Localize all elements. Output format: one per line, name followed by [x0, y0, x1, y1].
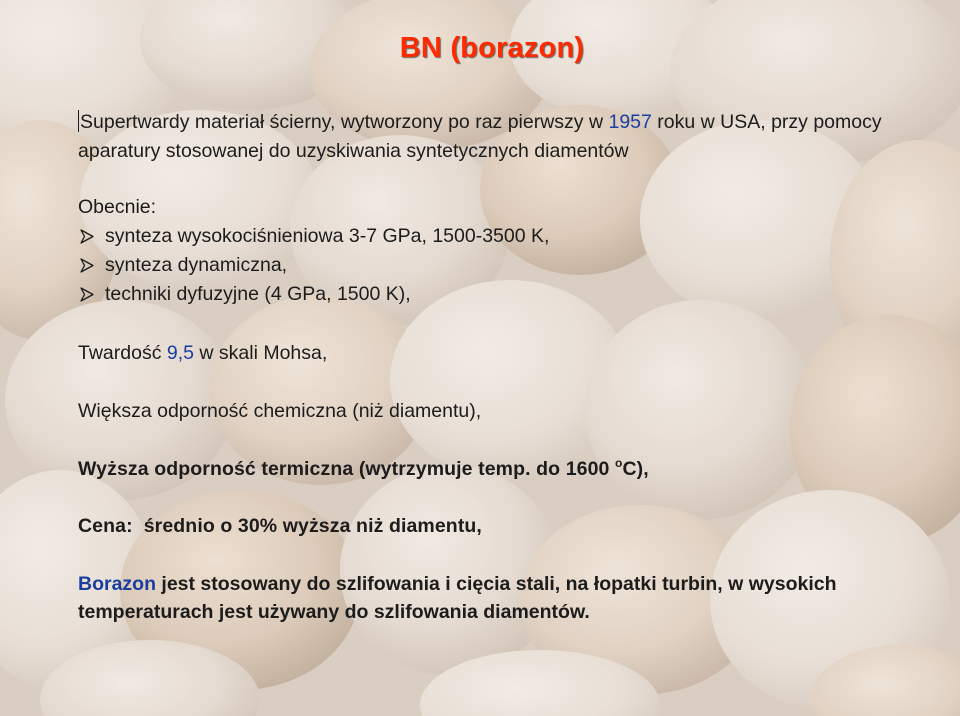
list-item	[78, 222, 938, 251]
thermal-suffix: C),	[622, 458, 649, 480]
intro-text-end: roku w USA, przy pomocy aparatury stosowanej do uzyskiwania syntetycznych diamentów	[78, 111, 882, 162]
thermal-resistance-line	[78, 455, 938, 484]
list-item-text: techniki dyfuzyjne (4 GPa, 1500 K),	[105, 283, 411, 305]
hardness-line	[78, 339, 938, 368]
degree-symbol: o	[615, 456, 623, 470]
chemical-resistance-line: Większa odporność chemiczna (niż diamentu),	[78, 400, 482, 422]
list-item	[78, 251, 938, 280]
obecnie-label: Obecnie:	[78, 196, 157, 218]
usage-text: jest stosowany do szlifowania i cięcia stali, na łopatki turbin, w wysokich temperaturach jest używany do szlifowania diamentów.	[78, 573, 837, 623]
intro-year: 1957	[608, 111, 652, 133]
intro-paragraph	[78, 108, 938, 166]
slide-content	[78, 108, 938, 626]
hardness-value: 9,5	[166, 342, 194, 364]
usage-paragraph	[78, 570, 938, 626]
intro-text-start: Supertwardy materiał ścierny, wytworzony po raz pierwszy w	[80, 111, 609, 133]
price-line: Cena: średnio o 30% wyższa niż diamentu,	[78, 515, 482, 537]
arrow-bullet-icon	[80, 229, 94, 244]
hardness-suffix: w skali Mohsa,	[193, 342, 328, 364]
list-item-text: synteza wysokociśnieniowa 3-7 GPa, 1500-3500 K,	[105, 225, 550, 247]
usage-keyword: Borazon	[78, 573, 156, 595]
thermal-prefix: Wyższa odporność termiczna (wytrzymuje temp. do 1600	[78, 458, 615, 480]
slide-title: BN (borazon)	[399, 32, 585, 64]
method-list	[78, 222, 938, 309]
list-item	[78, 280, 938, 309]
arrow-bullet-icon	[80, 258, 94, 273]
hardness-prefix: Twardość	[78, 342, 167, 364]
arrow-bullet-icon	[80, 287, 94, 302]
list-item-text: synteza dynamiczna,	[105, 254, 288, 276]
text-cursor	[78, 110, 79, 132]
